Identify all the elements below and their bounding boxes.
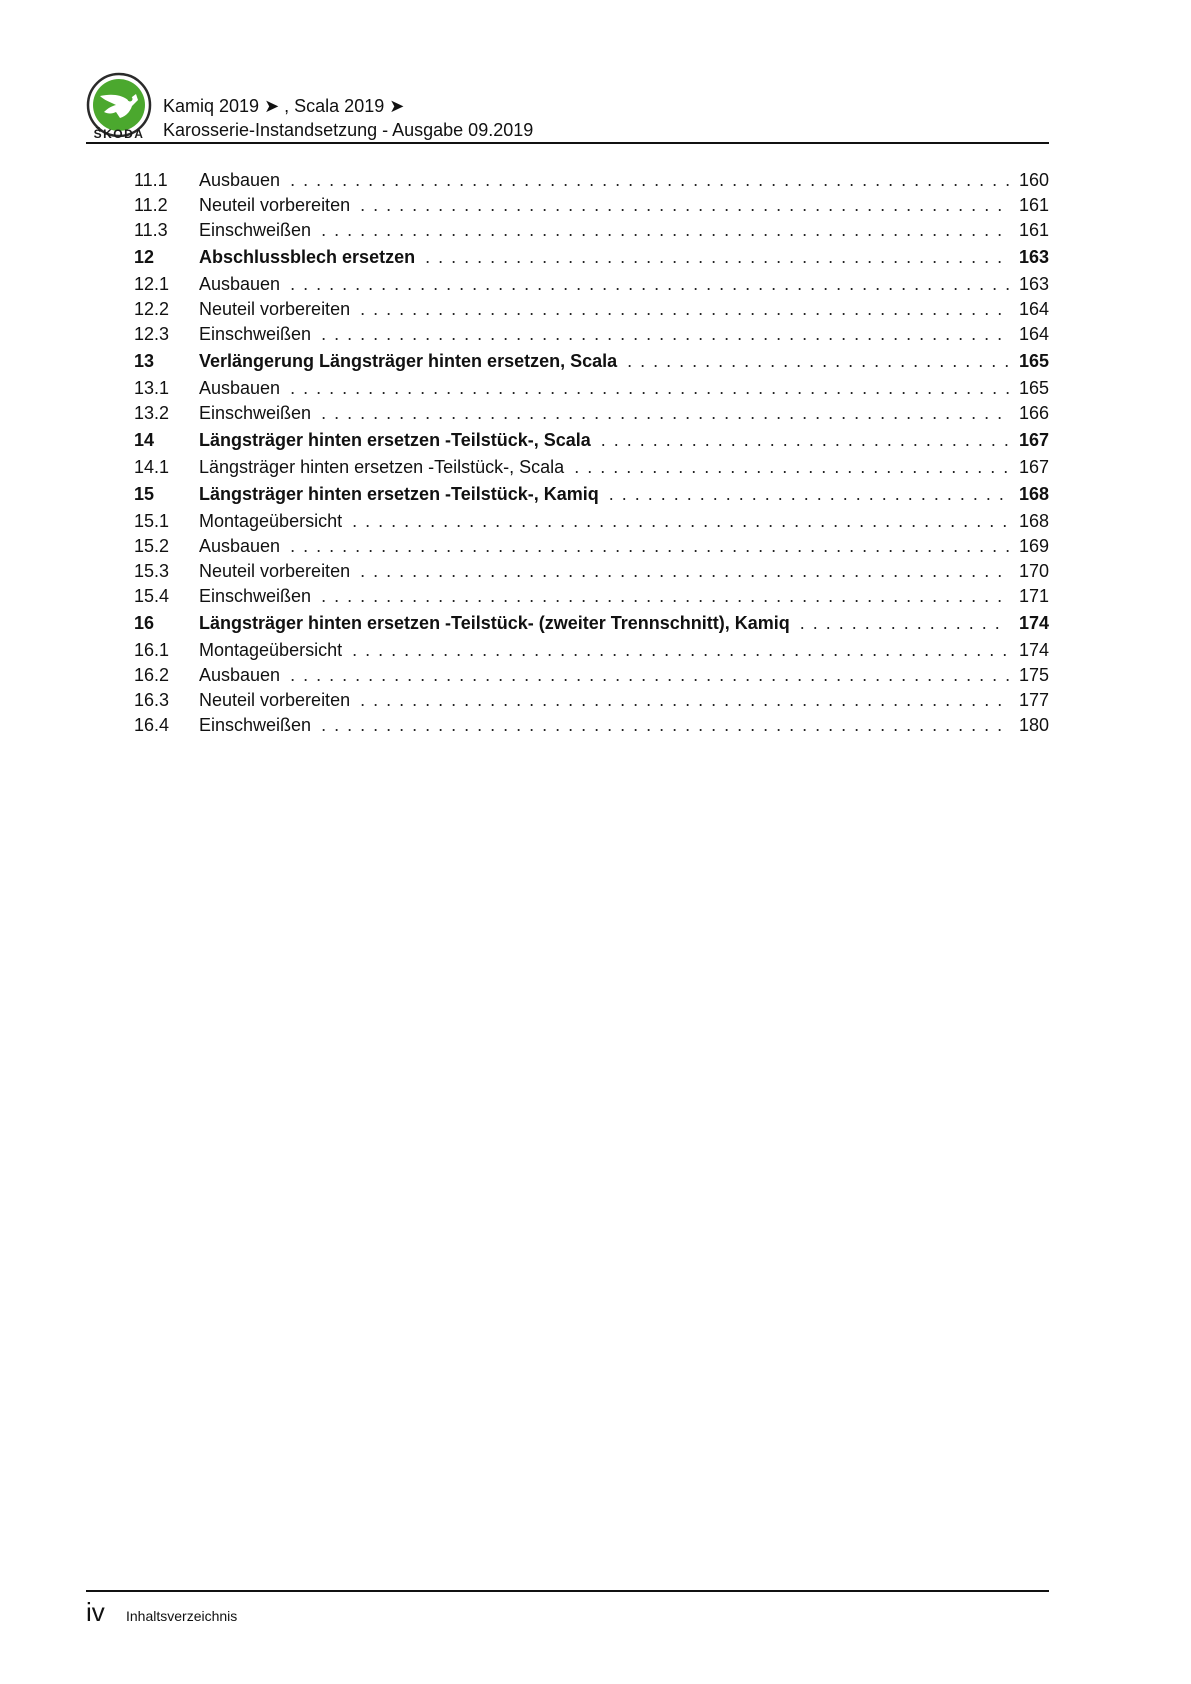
- toc-dot-leader: [360, 559, 1009, 584]
- toc-dot-leader: [290, 168, 1009, 193]
- toc-entry-number: 12: [134, 247, 155, 267]
- toc-entry-title: Ausbauen: [199, 536, 281, 556]
- toc-entry-page: 168: [1018, 484, 1049, 504]
- toc-entry-number: 15: [134, 484, 155, 504]
- toc-section-entry[interactable]: [134, 193, 1049, 218]
- toc-dot-leader: [290, 534, 1009, 559]
- toc-section-entry[interactable]: [134, 713, 1049, 738]
- toc-entry-page: 180: [1018, 715, 1049, 735]
- toc-entry-page: 166: [1018, 403, 1049, 423]
- toc-section-entry[interactable]: [134, 638, 1049, 663]
- toc-entry-number: 15.4: [134, 586, 170, 606]
- toc-chapter-entry[interactable]: [134, 609, 1049, 638]
- header-divider: [86, 142, 1049, 144]
- toc-entry-page: 163: [1018, 247, 1049, 267]
- toc-entry-title: Längsträger hinten ersetzen -Teilstück-, Scala: [199, 457, 565, 477]
- toc-dot-leader: [627, 347, 1009, 376]
- toc-dot-leader: [321, 401, 1009, 426]
- footer-page-number: iv: [86, 1597, 105, 1627]
- toc-entry-number: 14: [134, 430, 155, 450]
- toc-entry-title: Ausbauen: [199, 665, 281, 685]
- toc-entry-title: Längsträger hinten ersetzen -Teilstück-, Scala: [199, 430, 591, 450]
- toc-section-entry[interactable]: [134, 168, 1049, 193]
- toc-entry-title: Ausbauen: [199, 170, 281, 190]
- toc-dot-leader: [290, 272, 1009, 297]
- toc-entry-title: Einschweißen: [199, 715, 312, 735]
- footer-section-label: Inhaltsverzeichnis: [126, 1608, 238, 1624]
- toc-entry-number: 12.1: [134, 274, 170, 294]
- toc-dot-leader: [425, 243, 1009, 272]
- toc-section-entry[interactable]: [134, 322, 1049, 347]
- toc-dot-leader: [609, 480, 1009, 509]
- toc-entry-number: 13.2: [134, 403, 170, 423]
- toc-entry-title: Neuteil vorbereiten: [199, 299, 351, 319]
- toc-entry-title: Neuteil vorbereiten: [199, 195, 351, 215]
- toc-entry-page: 160: [1018, 170, 1049, 190]
- toc-entry-page: 171: [1018, 586, 1049, 606]
- toc-entry-title: Neuteil vorbereiten: [199, 561, 351, 581]
- document-subtitle: Karosserie-Instandsetzung - Ausgabe 09.2019: [163, 120, 534, 140]
- toc-dot-leader: [352, 638, 1009, 663]
- toc-entry-page: 161: [1018, 220, 1049, 240]
- toc-entry-title: Ausbauen: [199, 378, 281, 398]
- toc-dot-leader: [601, 426, 1009, 455]
- toc-dot-leader: [352, 509, 1009, 534]
- toc-entry-title: Einschweißen: [199, 586, 312, 606]
- toc-dot-leader: [360, 193, 1009, 218]
- toc-section-entry[interactable]: [134, 218, 1049, 243]
- toc-entry-title: Neuteil vorbereiten: [199, 690, 351, 710]
- toc-entry-title: Montageübersicht: [199, 640, 343, 660]
- brand-wordmark: ŠKODA: [93, 127, 145, 141]
- toc-dot-leader: [800, 609, 1009, 638]
- footer-divider: [86, 1590, 1049, 1592]
- toc-dot-leader: [360, 688, 1009, 713]
- toc-dot-leader: [321, 218, 1009, 243]
- toc-entry-page: 170: [1018, 561, 1049, 581]
- toc-entry-number: 12.2: [134, 299, 170, 319]
- toc-section-entry[interactable]: [134, 509, 1049, 534]
- toc-entry-number: 15.3: [134, 561, 170, 581]
- toc-section-entry[interactable]: [134, 297, 1049, 322]
- toc-section-entry[interactable]: [134, 455, 1049, 480]
- table-of-contents: [134, 168, 1049, 738]
- toc-section-entry[interactable]: [134, 663, 1049, 688]
- toc-entry-page: 174: [1018, 613, 1049, 633]
- toc-section-entry[interactable]: [134, 584, 1049, 609]
- toc-entry-number: 13.1: [134, 378, 170, 398]
- toc-dot-leader: [321, 322, 1009, 347]
- toc-section-entry[interactable]: [134, 401, 1049, 426]
- toc-entry-page: 164: [1018, 299, 1049, 319]
- toc-section-entry[interactable]: [134, 376, 1049, 401]
- toc-dot-leader: [290, 376, 1009, 401]
- toc-entry-title: Einschweißen: [199, 403, 312, 423]
- toc-section-entry[interactable]: [134, 688, 1049, 713]
- toc-chapter-entry[interactable]: [134, 480, 1049, 509]
- toc-chapter-entry[interactable]: [134, 347, 1049, 376]
- toc-entry-title: Ausbauen: [199, 274, 281, 294]
- toc-entry-page: 175: [1018, 665, 1049, 685]
- toc-entry-page: 163: [1018, 274, 1049, 294]
- toc-entry-title: Abschlussblech ersetzen: [199, 247, 416, 267]
- toc-section-entry[interactable]: [134, 534, 1049, 559]
- toc-entry-page: 174: [1018, 640, 1049, 660]
- toc-entry-page: 168: [1018, 511, 1049, 531]
- toc-entry-page: 164: [1018, 324, 1049, 344]
- toc-entry-title: Längsträger hinten ersetzen -Teilstück-, Kamiq: [199, 484, 599, 504]
- toc-entry-page: 165: [1018, 378, 1049, 398]
- toc-entry-page: 177: [1018, 690, 1049, 710]
- toc-entry-page: 169: [1018, 536, 1049, 556]
- toc-section-entry[interactable]: [134, 272, 1049, 297]
- toc-entry-number: 11.2: [134, 195, 168, 215]
- toc-entry-title: Längsträger hinten ersetzen -Teilstück- (zweiter Trennschnitt), Kamiq: [199, 613, 790, 633]
- toc-dot-leader: [360, 297, 1009, 322]
- document-title: Kamiq 2019 ➤ , Scala 2019 ➤: [163, 96, 405, 116]
- toc-entry-number: 12.3: [134, 324, 170, 344]
- toc-entry-number: 11.1: [134, 170, 168, 190]
- toc-entry-number: 14.1: [134, 457, 170, 477]
- toc-entry-number: 16.4: [134, 715, 170, 735]
- toc-section-entry[interactable]: [134, 559, 1049, 584]
- toc-entry-number: 11.3: [134, 220, 168, 240]
- toc-entry-title: Montageübersicht: [199, 511, 343, 531]
- toc-entry-title: Einschweißen: [199, 324, 312, 344]
- toc-dot-leader: [321, 713, 1009, 738]
- toc-entry-number: 16.1: [134, 640, 170, 660]
- toc-chapter-entry[interactable]: [134, 243, 1049, 272]
- toc-entry-number: 13: [134, 351, 155, 371]
- toc-chapter-entry[interactable]: [134, 426, 1049, 455]
- toc-entry-page: 167: [1018, 457, 1049, 477]
- toc-entry-title: Verlängerung Längsträger hinten ersetzen, Scala: [199, 351, 618, 371]
- toc-entry-page: 161: [1018, 195, 1049, 215]
- toc-entry-page: 167: [1018, 430, 1049, 450]
- toc-dot-leader: [290, 663, 1009, 688]
- toc-entry-number: 16: [134, 613, 155, 633]
- toc-entry-number: 16.2: [134, 665, 170, 685]
- toc-entry-number: 15.2: [134, 536, 170, 556]
- toc-entry-title: Einschweißen: [199, 220, 312, 240]
- toc-entry-page: 165: [1018, 351, 1049, 371]
- toc-entry-number: 16.3: [134, 690, 170, 710]
- toc-dot-leader: [574, 455, 1009, 480]
- toc-entry-number: 15.1: [134, 511, 170, 531]
- toc-dot-leader: [321, 584, 1009, 609]
